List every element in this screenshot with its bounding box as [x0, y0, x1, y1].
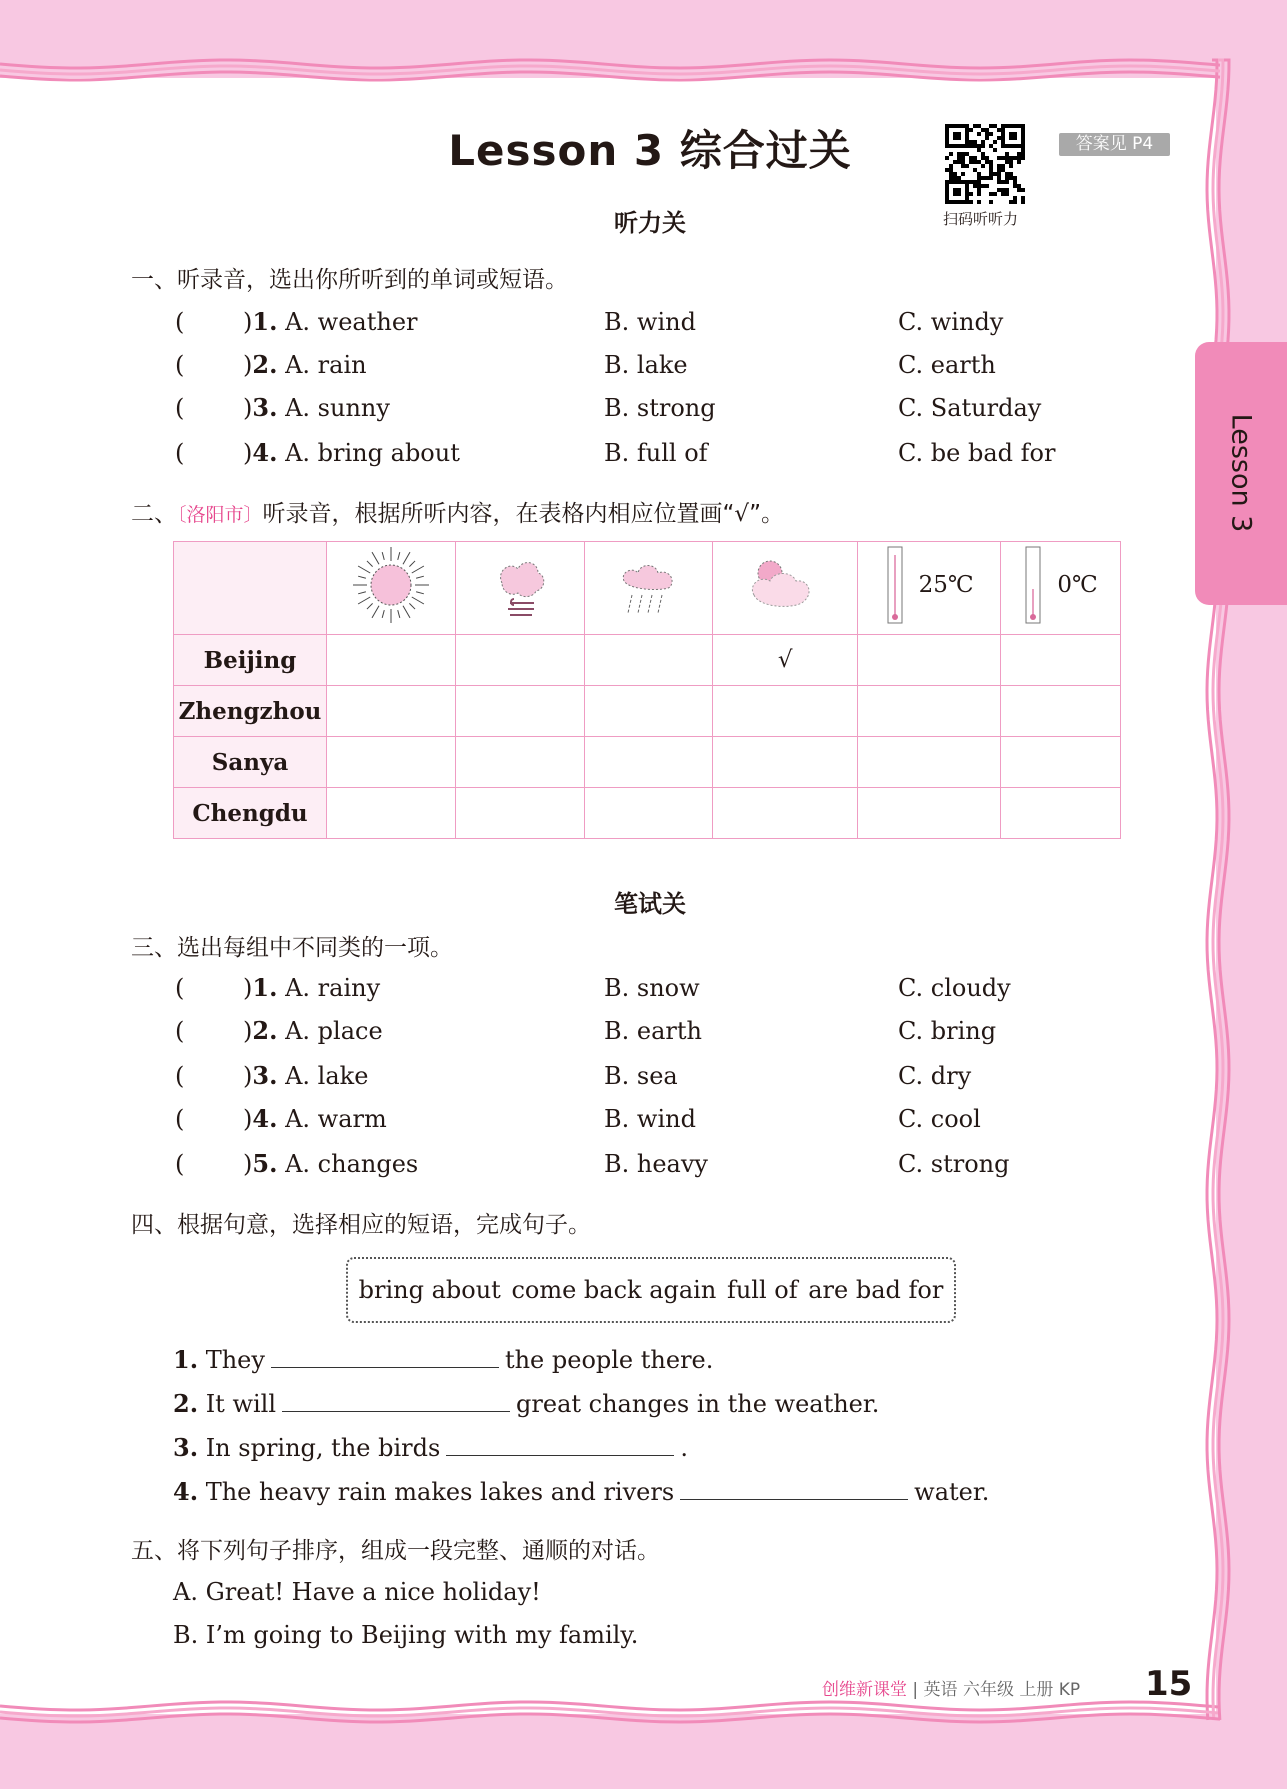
question-item: )2. A. rain [243, 350, 367, 379]
answer-cell[interactable] [858, 788, 1001, 839]
answer-blank[interactable] [282, 1387, 510, 1412]
page-number: 15 [1145, 1664, 1193, 1704]
side-tab-label: Lesson 3 [1225, 413, 1257, 533]
option-b: B. wind [604, 308, 696, 336]
option-c: C. dry [898, 1062, 972, 1090]
answer-cell[interactable] [858, 635, 1001, 686]
answer-cell[interactable] [1001, 635, 1121, 686]
side-tab-lesson [1195, 342, 1287, 605]
fill-sentence [173, 1387, 879, 1419]
answer-paren-open: ( [175, 351, 185, 379]
question-number: 1. [252, 973, 278, 1002]
col-sunny [327, 542, 456, 635]
fill-sentence [173, 1343, 713, 1375]
phrase-option: bring about [358, 1276, 501, 1304]
listening-heading: 听力关 [614, 209, 686, 237]
answer-cell[interactable] [1001, 788, 1121, 839]
answer-paren-open: ( [175, 974, 185, 1002]
question-item: )1. A. rainy [243, 973, 381, 1002]
question-item: )4. A. bring about [243, 438, 460, 467]
page-title: Lesson 3 综合过关 [448, 126, 852, 175]
option-a: A. changes [285, 1150, 419, 1178]
phrase-option: are bad for [808, 1276, 944, 1304]
answer-cell[interactable] [327, 737, 456, 788]
table-row [174, 635, 1121, 686]
answer-paren-open: ( [175, 1062, 185, 1090]
answer-cell[interactable] [455, 686, 584, 737]
sentence-after: . [680, 1434, 688, 1462]
option-c: C. windy [898, 308, 1004, 336]
fill-sentence [173, 1475, 989, 1507]
answer-cell[interactable] [1001, 737, 1121, 788]
col-25c [858, 542, 1001, 635]
col-0c [1001, 542, 1121, 635]
question-number: 1. [252, 307, 278, 336]
answer-paren-open: ( [175, 1150, 185, 1178]
answer-cell[interactable] [713, 788, 858, 839]
option-c: C. strong [898, 1150, 1010, 1178]
weather-table [173, 541, 1121, 839]
sentence-number: 4. [173, 1477, 199, 1506]
phrase-option: come back again [511, 1276, 717, 1304]
sunny-icon [351, 545, 431, 625]
question-item: )3. A. lake [243, 1061, 369, 1090]
answer-paren-open: ( [175, 439, 185, 467]
phrase-box [346, 1257, 956, 1323]
part4-title: 四、根据句意，选择相应的短语，完成句子。 [131, 1212, 591, 1238]
option-b: B. earth [604, 1017, 702, 1045]
windy-icon [480, 545, 560, 625]
option-c: C. cloudy [898, 974, 1011, 1002]
city-cell: Zhengzhou [174, 686, 327, 737]
footer-brand: 创维新课堂 [822, 1680, 907, 1700]
table-row [174, 737, 1121, 788]
sentence-number: 2. [173, 1389, 199, 1418]
option-b: B. heavy [604, 1150, 708, 1178]
answer-cell[interactable] [713, 686, 858, 737]
answer-cell[interactable] [858, 737, 1001, 788]
sentence-number: 3. [173, 1433, 199, 1462]
option-a: A. place [285, 1017, 383, 1045]
question-number: 4. [252, 438, 278, 467]
qr-code-icon [945, 124, 1025, 204]
sentence-after: great changes in the weather. [516, 1390, 880, 1418]
answer-blank[interactable] [271, 1343, 499, 1368]
sentence-before: The heavy rain makes lakes and rivers [205, 1478, 675, 1506]
answer-blank[interactable] [680, 1475, 908, 1500]
col-rainy [584, 542, 713, 635]
answer-cell[interactable] [713, 737, 858, 788]
answer-cell[interactable] [1001, 686, 1121, 737]
fill-sentence [173, 1431, 688, 1463]
option-b: B. full of [604, 439, 708, 467]
answer-cell[interactable] [455, 635, 584, 686]
answer-badge: 答案见 P4 [1059, 133, 1170, 156]
corner-cell [174, 542, 327, 635]
answer-cell[interactable] [584, 788, 713, 839]
option-b: B. wind [604, 1105, 696, 1133]
answer-paren-open: ( [175, 1017, 185, 1045]
footer-book: 英语 六年级 上册 KP [923, 1680, 1081, 1700]
sentence-before: In spring, the birds [205, 1434, 441, 1462]
sentence-after: water. [914, 1478, 990, 1506]
answer-cell[interactable] [584, 635, 713, 686]
option-b: B. sea [604, 1062, 678, 1090]
answer-cell[interactable] [858, 686, 1001, 737]
option-a: A. weather [285, 308, 418, 336]
question-number: 3. [252, 1061, 278, 1090]
temp-0-label: 0℃ [1057, 572, 1098, 598]
table-header-row [174, 542, 1121, 635]
table-row [174, 788, 1121, 839]
question-number: 4. [252, 1104, 278, 1133]
option-c: C. bring [898, 1017, 997, 1045]
option-b: B. strong [604, 394, 716, 422]
region-tag: 〔洛阳市〕 [177, 504, 263, 526]
option-a: A. rain [285, 351, 367, 379]
table-row [174, 686, 1121, 737]
question-number: 5. [252, 1149, 278, 1178]
option-b: B. lake [604, 351, 688, 379]
sentence-before: It will [205, 1390, 277, 1418]
cloudy-icon [740, 545, 830, 625]
sentence-number: 1. [173, 1345, 199, 1374]
question-item: )5. A. changes [243, 1149, 419, 1178]
part2-title [131, 495, 784, 528]
answer-cell[interactable] [327, 686, 456, 737]
question-number: 2. [252, 1016, 278, 1045]
answer-cell[interactable] [584, 737, 713, 788]
answer-cell[interactable] [455, 788, 584, 839]
writing-heading: 笔试关 [614, 890, 686, 918]
option-b: B. snow [604, 974, 700, 1002]
answer-cell[interactable] [455, 737, 584, 788]
option-c: C. Saturday [898, 394, 1042, 422]
option-a: A. lake [285, 1062, 369, 1090]
option-a: A. rainy [285, 974, 381, 1002]
question-item: )4. A. warm [243, 1104, 387, 1133]
dialogue-line-b: B. I’m going to Beijing with my family. [173, 1621, 639, 1649]
city-cell: Chengdu [174, 788, 327, 839]
col-cloudy [713, 542, 858, 635]
thermometer-icon [1023, 545, 1043, 625]
city-cell: Sanya [174, 737, 327, 788]
answer-paren-open: ( [175, 308, 185, 336]
city-cell: Beijing [174, 635, 327, 686]
part2-prefix: 二、 [131, 501, 177, 527]
answer-cell[interactable] [584, 686, 713, 737]
part2-text: 听录音，根据所听内容，在表格内相应位置画“√”。 [262, 501, 785, 527]
question-number: 2. [252, 350, 278, 379]
question-item: )1. A. weather [243, 307, 418, 336]
sentence-after: the people there. [504, 1346, 714, 1374]
part1-title: 一、听录音，选出你所听到的单词或短语。 [131, 267, 568, 293]
option-a: A. sunny [285, 394, 390, 422]
answer-cell[interactable] [327, 788, 456, 839]
option-a: A. warm [285, 1105, 387, 1133]
answer-cell[interactable]: √ [713, 635, 858, 686]
answer-paren-open: ( [175, 394, 185, 422]
footer-info: 创维新课堂 | 英语 六年级 上册 KP [822, 1680, 1081, 1700]
dialogue-line-a: A. Great! Have a nice holiday! [173, 1578, 541, 1606]
option-a: A. bring about [285, 439, 460, 467]
col-windy [455, 542, 584, 635]
option-c: C. be bad for [898, 439, 1056, 467]
part3-title: 三、选出每组中不同类的一项。 [131, 935, 453, 961]
option-c: C. earth [898, 351, 996, 379]
question-item: )3. A. sunny [243, 393, 390, 422]
temp-25-label: 25℃ [918, 572, 974, 598]
answer-cell[interactable] [327, 635, 456, 686]
phrase-option: full of [726, 1276, 798, 1304]
option-c: C. cool [898, 1105, 981, 1133]
question-number: 3. [252, 393, 278, 422]
question-item: )2. A. place [243, 1016, 383, 1045]
answer-paren-open: ( [175, 1105, 185, 1133]
sentence-before: They [205, 1346, 265, 1374]
rainy-icon [608, 545, 688, 625]
answer-blank[interactable] [446, 1431, 674, 1456]
part5-title: 五、将下列句子排序，组成一段完整、通顺的对话。 [131, 1538, 660, 1564]
qr-label: 扫码听听力 [943, 210, 1019, 228]
thermometer-icon [885, 545, 905, 625]
